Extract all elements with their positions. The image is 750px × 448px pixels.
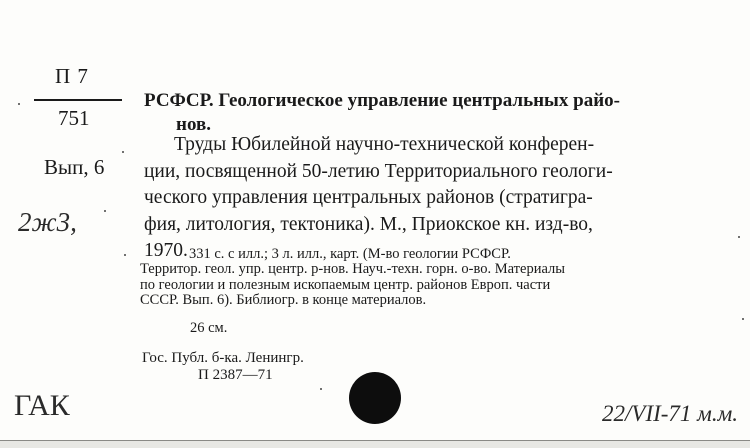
issue-number: Вып, 6 [44,155,105,179]
library-name: Гос. Публ. б-ка. Ленингр. [142,350,304,366]
handwritten-code: 2ж3, [18,207,77,237]
heading-line-1: РСФСР. Геологическое управление центральных райо- [144,90,620,111]
handwritten-date: 22/VII-71 м.м. [602,401,739,426]
ink-speck [18,103,20,105]
notes-line: СССР. Вып. 6). Библиогр. в конце материалов. [140,291,427,308]
notes-line: Территор. геол. упр. центр. р-нов. Науч.-техн. горн. о-во. Материалы [140,261,566,278]
title-line: 1970. [144,240,188,262]
punch-hole [349,372,401,424]
ink-speck [320,388,322,390]
title-line: ции, посвященной 50-летию Территориального геологи- [144,160,613,182]
size-note: 26 см. [190,320,228,336]
ink-speck [738,236,740,238]
handwritten-gak: ГАК [14,389,70,422]
shelfmark-bottom: 751 [58,106,90,130]
shelfmark-divider [34,99,122,101]
ink-speck [124,254,126,256]
shelfmark-top: П 7 [55,64,89,88]
heading-line-2: нов. [176,114,211,135]
notes-block [140,247,565,308]
ink-speck [742,318,744,320]
notes-line: по геологии и полезным ископаемым центр. районов Европ. части [140,276,551,293]
ink-speck [104,210,106,212]
title-line: фия, литология, тектоника). М., Приокское кн. изд-во, [144,213,593,235]
ink-speck [122,151,124,153]
title-line: Труды Юбилейной научно-технической конферен- [174,134,595,155]
library-code: П 2387—71 [198,367,273,383]
notes-line: 331 с. с илл.; 3 л. илл., карт. (М-во геологии РСФСР. [189,246,511,262]
title-line: ческого управления центральных районов (стратигра- [144,187,593,209]
